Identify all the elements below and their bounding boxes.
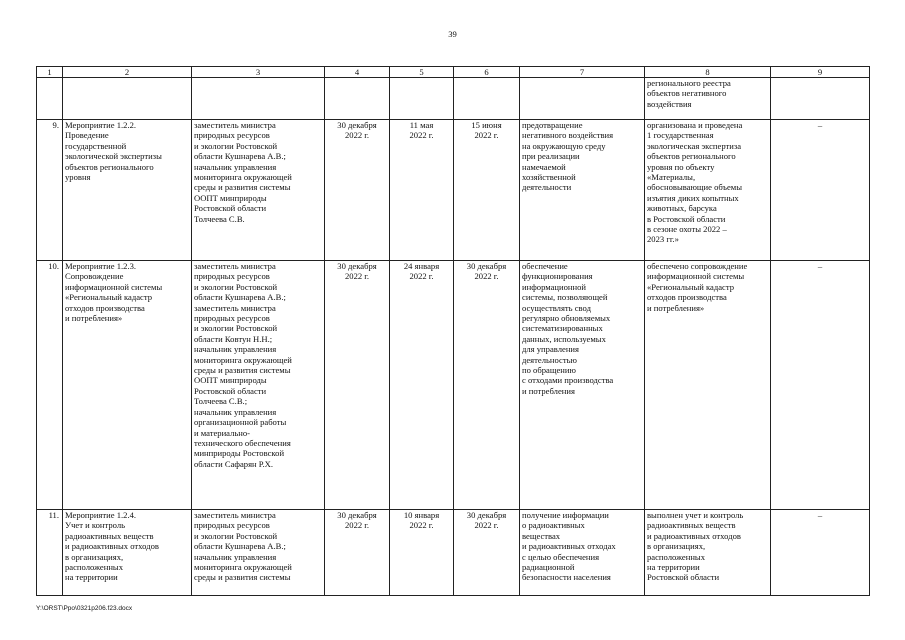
column-header-8: 8 [645,67,771,78]
continuation-result-cell: регионального реестра объектов негативного воздействия [645,78,771,120]
row-number: 11. [37,510,63,596]
note-cell: – [771,510,870,596]
end-date-cell: 30 декабря 2022 г. [454,510,520,596]
column-header-4: 4 [325,67,390,78]
note-cell: – [771,120,870,261]
event-cell: Мероприятие 1.2.4. Учет и контроль радиоактивных веществ и радиоактивных отходов в организациях, расположенных на территории [63,510,192,596]
planned-result-cell: обеспечение функционирования информационной системы, позволяющей осуществлять свод регулярно обновляемых систематизированных данных, используемых для управления деятельностью по обращению с отходами производства и потребления [520,261,645,510]
event-cell: Мероприятие 1.2.3. Сопровождение информационной системы «Региональный кадастр отходов производства и потребления» [63,261,192,510]
column-header-5: 5 [390,67,454,78]
event-cell: Мероприятие 1.2.2. Проведение государственной экологической экспертизы объектов регионального уровня [63,120,192,261]
start-date-cell: 10 января 2022 г. [390,510,454,596]
actual-result-cell: обеспечено сопровождение информационной системы «Региональный кадастр отходов производства и потребления» [645,261,771,510]
actual-result-cell: выполнен учет и контроль радиоактивных веществ и радиоактивных отходов в организациях, расположенных на территории Ростовской области [645,510,771,596]
planned-date-cell: 30 декабря 2022 г. [325,510,390,596]
end-date-cell: 15 июня 2022 г. [454,120,520,261]
row-number: 9. [37,120,63,261]
responsible-cell: заместитель министра природных ресурсов и экологии Ростовской области Кушнарева А.В.; начальник управления мониторинга окружающей среды и развития системы ООПТ минприроды Ростовской области Толчеева С.В. [192,120,325,261]
end-date-cell: 30 декабря 2022 г. [454,261,520,510]
planned-date-cell: 30 декабря 2022 г. [325,120,390,261]
note-cell: – [771,261,870,510]
table-row [37,510,870,596]
responsible-cell: заместитель министра природных ресурсов и экологии Ростовской области Кушнарева А.В.; заместитель министра природных ресурсов и экологии Ростовской области Ковтун Н.Н.; начальник управления мониторинга окружающей среды и развития системы ООПТ минприроды Ростовской области Толчеева С.В.; начальник управления организационной работы и материально- технического обеспечения минприроды Ростовской области Сафарян Р.Х. [192,261,325,510]
column-header-6: 6 [454,67,520,78]
table-row [37,261,870,510]
continuation-row [37,78,870,120]
table-row [37,120,870,261]
column-header-9: 9 [771,67,870,78]
start-date-cell: 24 января 2022 г. [390,261,454,510]
planned-result-cell: получение информации о радиоактивных веществах и радиоактивных отходах с целью обеспечения радиационной безопасности населения [520,510,645,596]
report-table [36,66,870,596]
column-header-1: 1 [37,67,63,78]
column-header-row [37,67,870,78]
planned-date-cell: 30 декабря 2022 г. [325,261,390,510]
responsible-cell: заместитель министра природных ресурсов и экологии Ростовской области Кушнарева А.В.; начальник управления мониторинга окружающей среды и развития системы [192,510,325,596]
row-number: 10. [37,261,63,510]
column-header-2: 2 [63,67,192,78]
start-date-cell: 11 мая 2022 г. [390,120,454,261]
column-header-3: 3 [192,67,325,78]
actual-result-cell: организована и проведена 1 государственная экологическая экспертиза объектов регионального уровня по объекту «Материалы, обосновывающие объемы изъятия диких копытных животных, барсука в Ростовской области в сезоне охоты 2022 – 2023 гг.» [645,120,771,261]
column-header-7: 7 [520,67,645,78]
page-number: 39 [448,29,457,39]
planned-result-cell: предотвращение негативного воздействия на окружающую среду при реализации намечаемой хозяйственной деятельности [520,120,645,261]
footer-file-path: Y:\ORST\Ppo\0321p206.f23.docx [36,605,133,612]
